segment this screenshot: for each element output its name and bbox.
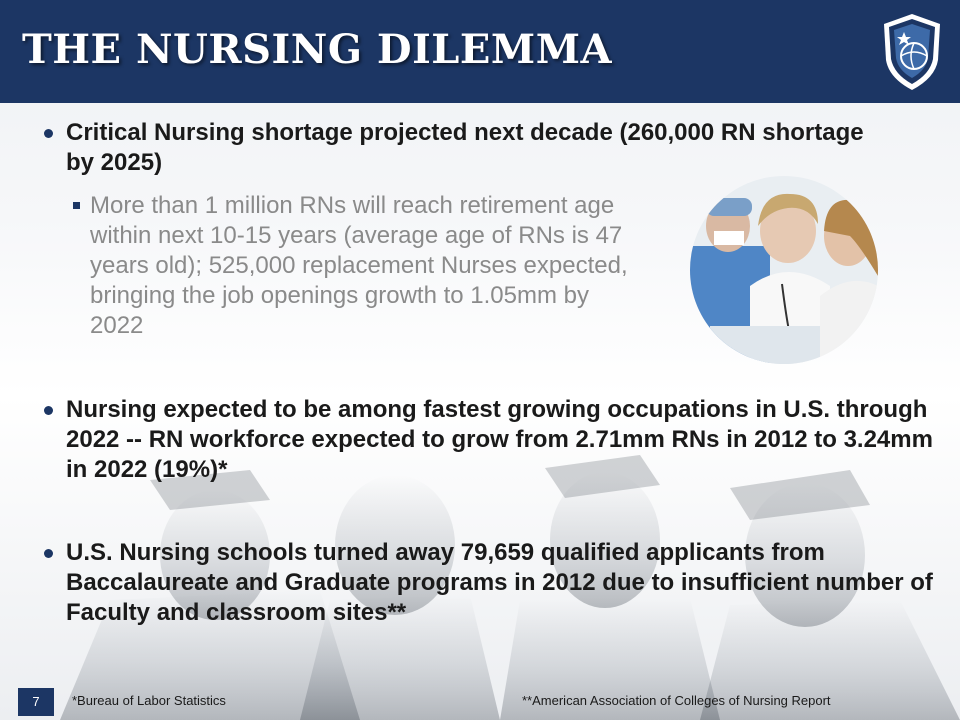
sub-bullet-1 (90, 191, 635, 341)
bullet-dot-icon (44, 129, 53, 138)
square-bullet-icon (73, 202, 80, 209)
bullet-1 (66, 118, 866, 178)
header-bar (0, 0, 960, 103)
footnote-left: *Bureau of Labor Statistics (72, 693, 226, 708)
bullet-1-text: Critical Nursing shortage projected next decade (260,000 RN shortage by 2025) (66, 119, 864, 176)
page-number: 7 (18, 688, 54, 716)
bullet-dot-icon (44, 406, 53, 415)
footnote-right: **American Association of Colleges of Nursing Report (522, 693, 831, 708)
sub-bullet-1-text: More than 1 million RNs will reach retirement age within next 10-15 years (average age of RNs is 47 years old); 525,000 replacement Nurses expected, bringing the job openings growth to 1.05mm by 2022 (90, 192, 628, 339)
bullet-2 (66, 395, 946, 485)
bullet-3-text: U.S. Nursing schools turned away 79,659 qualified applicants from Baccalaureate and Graduate programs in 2012 due to insufficient number of Faculty and classroom sites** (66, 539, 933, 626)
bullet-2-text: Nursing expected to be among fastest growing occupations in U.S. through 2022 -- RN workforce expected to grow from 2.71mm RNs in 2012 to 3.24mm in 2022 (19%)* (66, 396, 933, 483)
shield-star-logo-icon (880, 12, 944, 92)
nurses-photo (690, 176, 878, 364)
bullet-3 (66, 538, 946, 628)
bullet-dot-icon (44, 549, 53, 558)
page-title: THE NURSING DILEMMA (22, 26, 613, 73)
